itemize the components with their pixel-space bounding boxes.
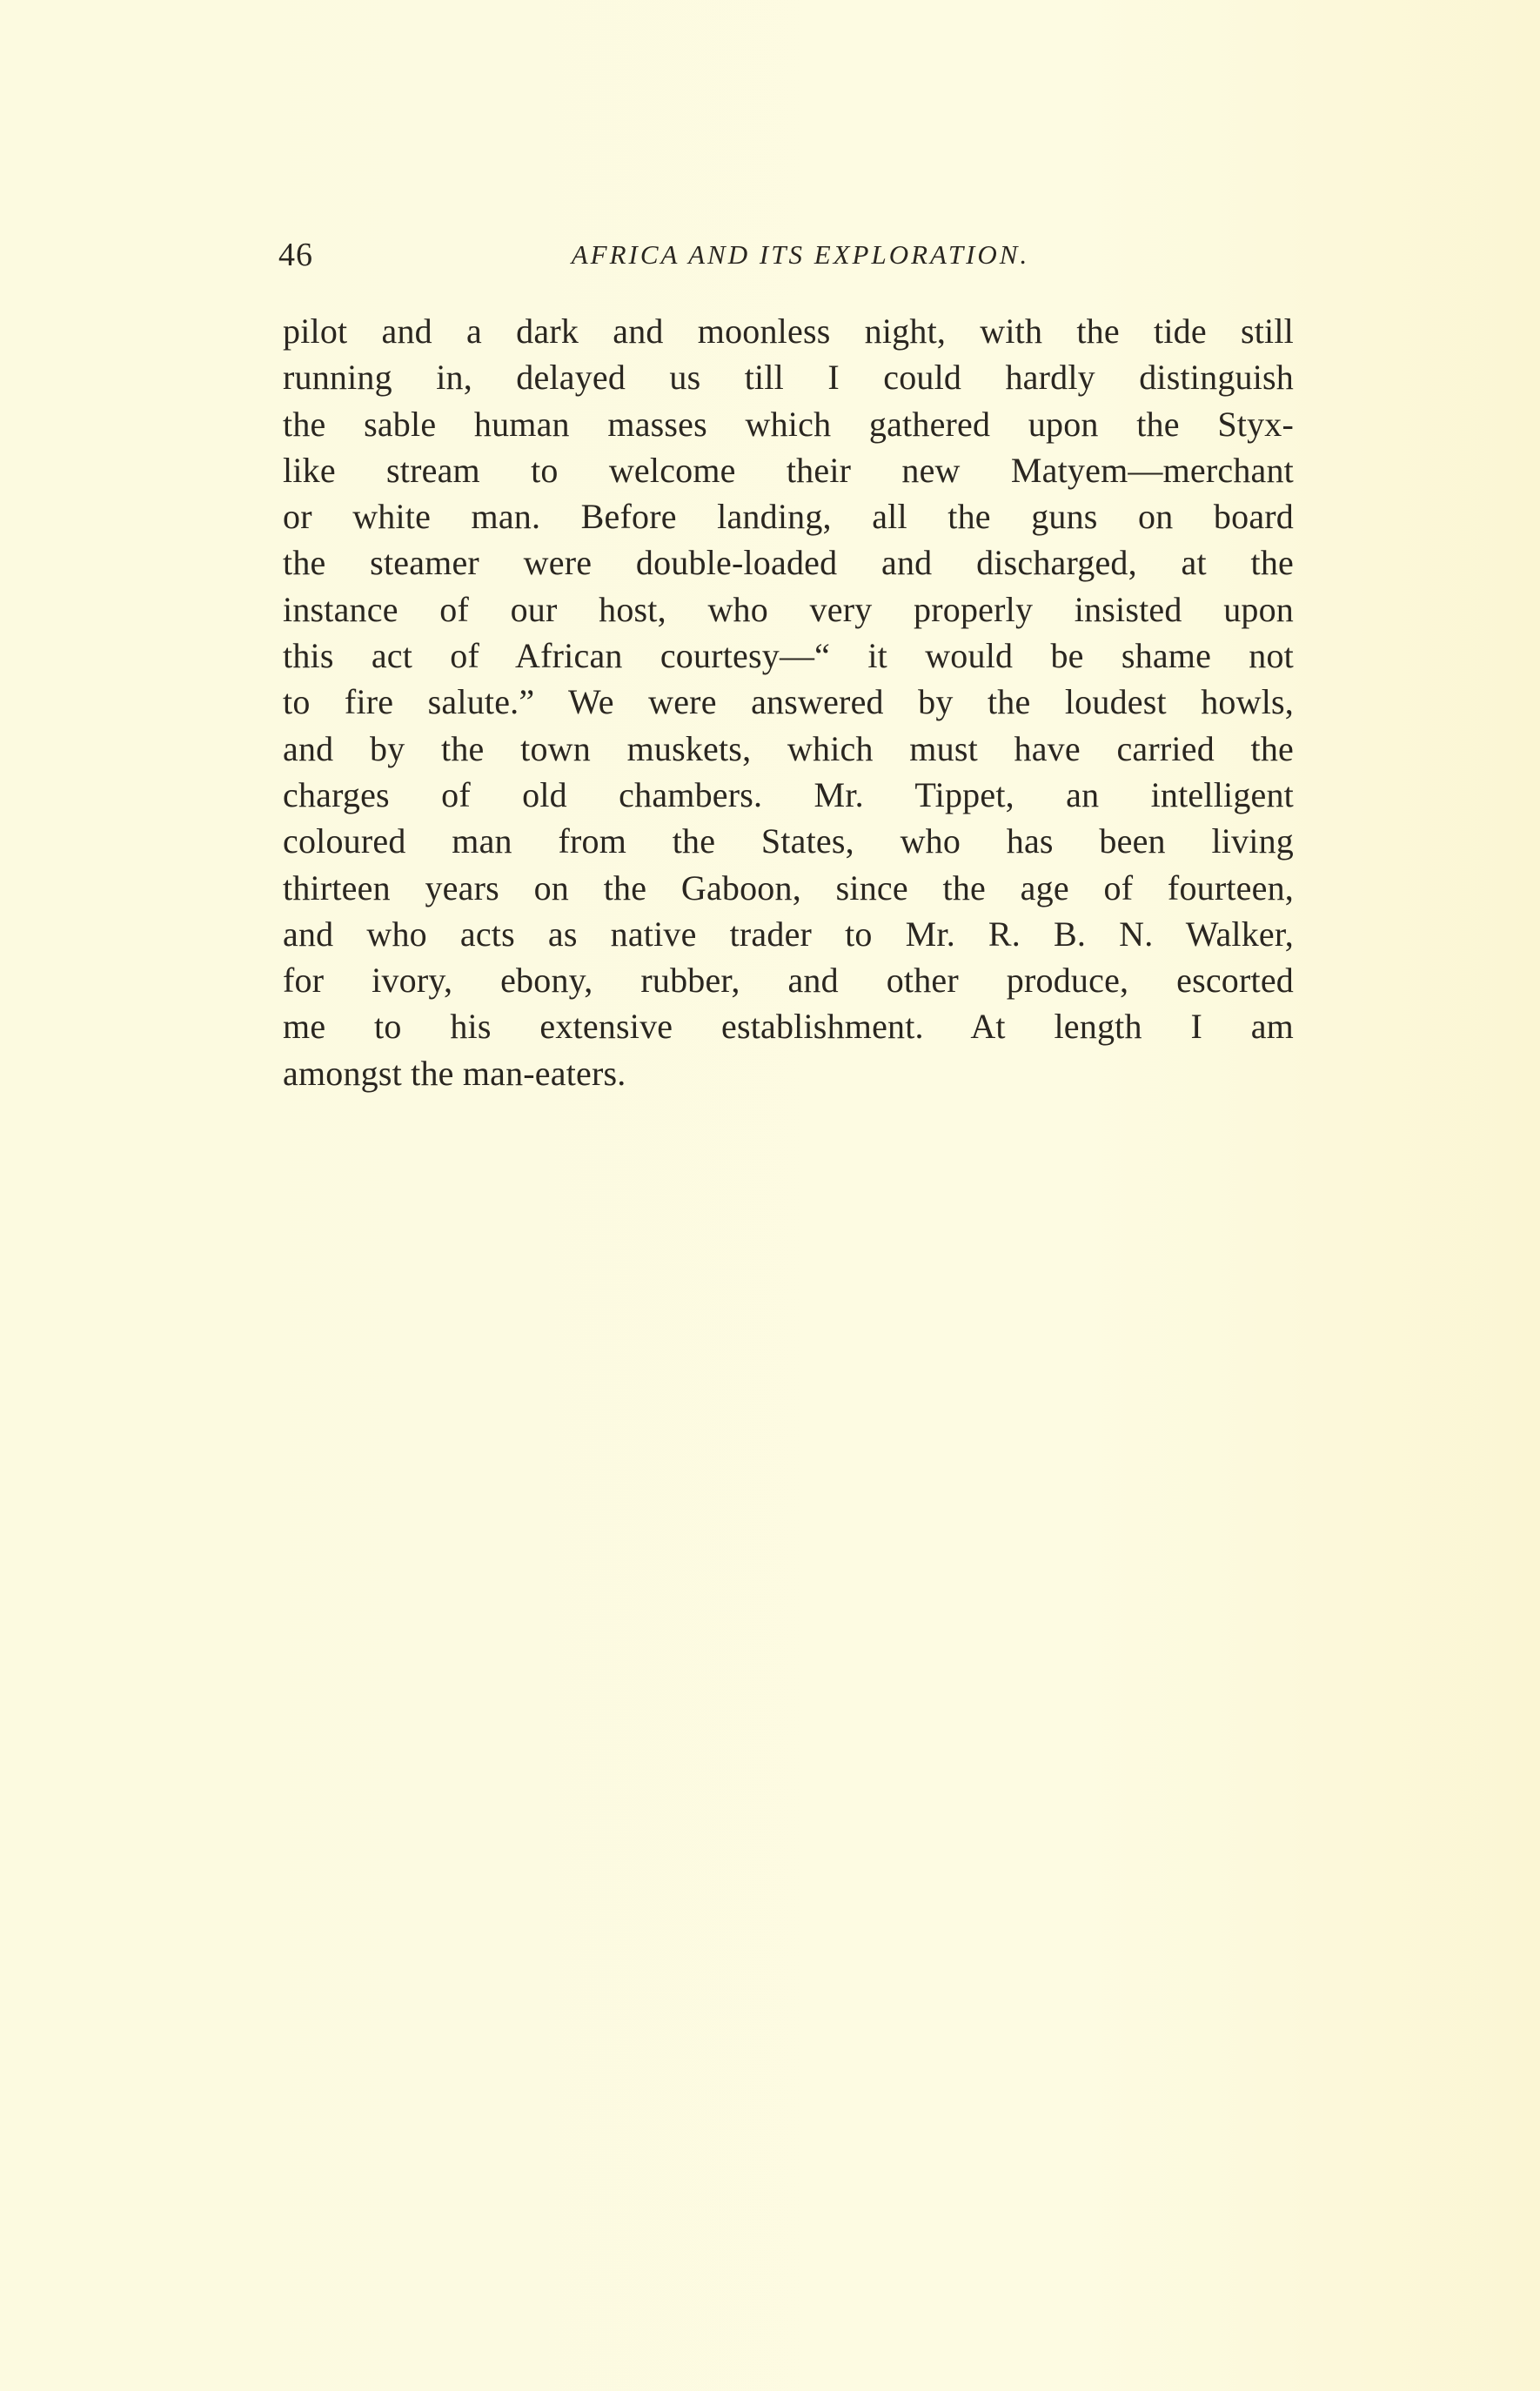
- text-line: or white man. Before landing, all the guns on board: [283, 497, 1294, 537]
- text-line: the sable human masses which gathered upon the Styx-: [283, 404, 1294, 444]
- text-line: running in, delayed us till I could hardly distinguish: [283, 358, 1294, 398]
- text-line: pilot and a dark and moonless night, with the tide still: [283, 311, 1294, 351]
- text-line-last: amongst the man-eaters.: [283, 1053, 626, 1093]
- text-line: and by the town muskets, which must have carried the: [283, 728, 1294, 768]
- text-line: instance of our host, who very properly insisted upon: [283, 589, 1294, 629]
- text-line: me to his extensive establishment. At length I am: [283, 1007, 1294, 1047]
- text-line: and who acts as native trader to Mr. R. B. N. Walker,: [283, 914, 1294, 954]
- text-line: thirteen years on the Gaboon, since the age of fourteen,: [283, 867, 1294, 908]
- text-line: the steamer were double-loaded and discharged, at the: [283, 543, 1294, 583]
- text-line: to fire salute.” We were answered by the loudest howls,: [283, 682, 1294, 722]
- text-line: charges of old chambers. Mr. Tippet, an intelligent: [283, 774, 1294, 814]
- text-line: coloured man from the States, who has been living: [283, 821, 1294, 861]
- text-line: this act of African courtesy—“ it would be shame not: [283, 636, 1294, 676]
- body-paragraph: [283, 308, 1294, 1096]
- text-line: for ivory, ebony, rubber, and other produce, escorted: [283, 961, 1294, 1001]
- running-title: AFRICA AND ITS EXPLORATION.: [571, 239, 1030, 270]
- text-line: like stream to welcome their new Matyem—merchant: [283, 450, 1294, 490]
- page-number: 46: [278, 237, 313, 273]
- page-header: [278, 233, 1288, 277]
